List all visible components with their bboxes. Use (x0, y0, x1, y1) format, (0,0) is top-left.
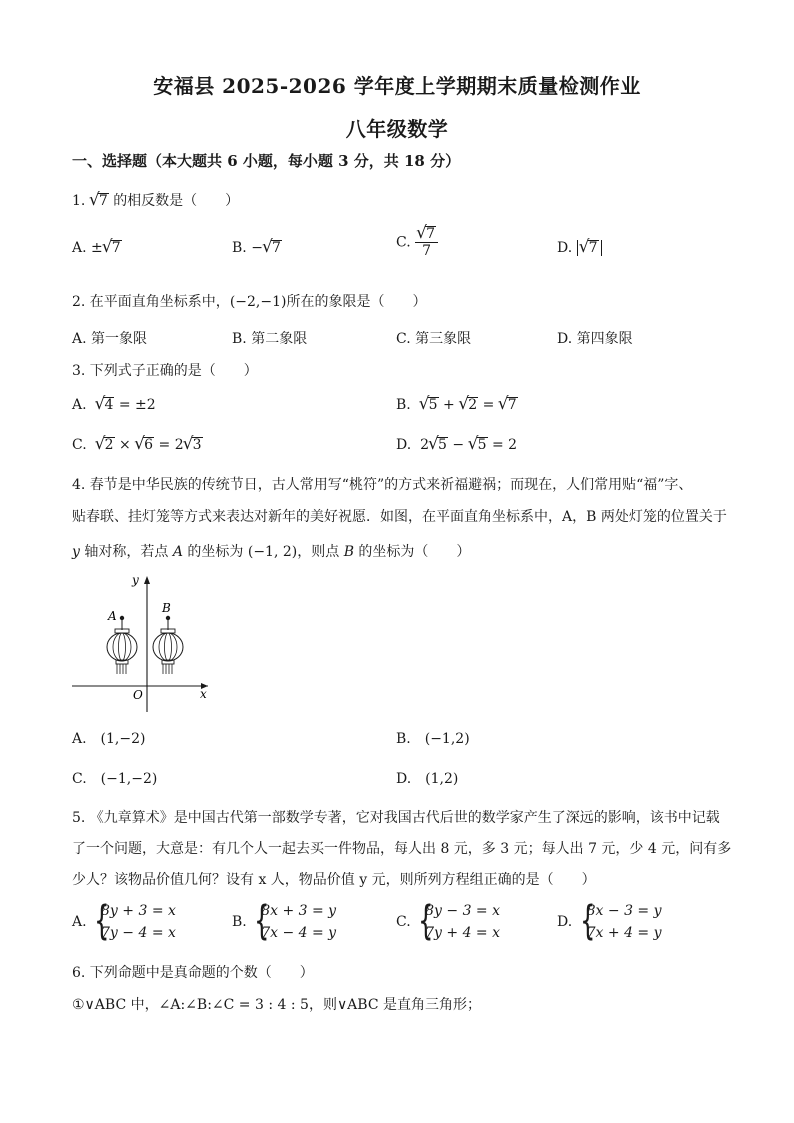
point-coordinate: (−2,−1) (229, 294, 287, 310)
y-axis-label: y (132, 573, 139, 587)
lantern-coordinate-figure (70, 568, 220, 718)
equation-system: { 8y − 3 = x 7y + 4 = x (418, 898, 501, 944)
section-heading: 一、选择题（本大题共 6 小题，每小题 3 分，共 18 分） (72, 152, 461, 170)
q5-option-c[interactable]: C. { 8y − 3 = x 7y + 4 = x (396, 898, 501, 944)
x-axis-label: x (200, 687, 207, 701)
q2-option-c[interactable]: C. 第三象限 (396, 331, 472, 347)
question-4-line-1: 4. 春节是中华民族的传统节日，古人常用写“桃符”的方式来祈福避祸；而现在，人们常用贴“福”字、 (72, 477, 693, 493)
q3-option-b[interactable]: B. √ 5 + √ 2 = √ 7 (396, 394, 517, 414)
equation-system: { 8y + 3 = x 7y − 4 = x (94, 898, 176, 944)
page-subtitle: 八年级数学 (345, 117, 449, 141)
equation-system: { 8x + 3 = y 7x − 4 = y (254, 898, 337, 944)
question-text: 的相反数是（ ） (113, 193, 240, 209)
question-number: 1. (72, 193, 86, 209)
q2-option-d[interactable]: D. 第四象限 (557, 331, 633, 347)
question-6-item-1: ①∨ABC 中，∠A:∠B:∠C = 3 : 4 : 5，则∨ABC 是直角三角形； (72, 997, 482, 1013)
point-b-label: B (162, 601, 171, 615)
question-5-line-2: 了一个问题，大意是：有几个人一起去买一件物品，每人出 8 元，多 3 元；每人出 7 元，少 4 元，问有多 (72, 841, 732, 857)
q3-option-d[interactable]: D. 2 √ 5 − √ 5 = 2 (396, 434, 518, 454)
origin-label: O (133, 688, 143, 702)
q1-option-c[interactable]: C. √ 7 7 (396, 226, 438, 259)
question-1 (72, 190, 239, 210)
fraction: √ 7 7 (415, 226, 438, 259)
question-3: 3. 下列式子正确的是（ ） (72, 363, 258, 379)
q5-option-d[interactable]: D. { 8x − 3 = y 7x + 4 = y (557, 898, 662, 944)
lantern-a-icon (107, 616, 137, 674)
question-4-line-2: 贴春联、挂灯笼等方式来表达对新年的美好祝愿．如图，在平面直角坐标系中，A，B 两处灯笼的位置关于 (72, 509, 727, 525)
point-a-label: A (108, 609, 117, 623)
q4-option-a[interactable]: A. (1,−2) (72, 731, 146, 747)
question-4-line-3: y 轴对称，若点 A 的坐标为 (−1, 2)，则点 B 的坐标为（ ） (72, 544, 471, 560)
equation-system: { 8x − 3 = y 7x + 4 = y (579, 898, 662, 944)
q1-option-d[interactable]: D. √ 7 (557, 240, 602, 256)
q5-option-a[interactable]: A. { 8y + 3 = x 7y − 4 = x (72, 898, 176, 944)
sqrt-expression: √ 7 (88, 190, 108, 210)
q2-option-a[interactable]: A. 第一象限 (72, 331, 148, 347)
q5-option-b[interactable]: B. { 8x + 3 = y 7x − 4 = y (232, 898, 337, 944)
q1-option-b[interactable]: B. − √ 7 (232, 237, 281, 257)
q2-option-b[interactable]: B. 第二象限 (232, 331, 308, 347)
q4-option-c[interactable]: C. (−1,−2) (72, 771, 158, 787)
question-2: 2. 在平面直角坐标系中，(−2,−1)所在的象限是（ ） (72, 294, 427, 310)
q1-option-a[interactable]: A. ± √ 7 (72, 237, 121, 257)
absolute-value: √ 7 (577, 240, 602, 256)
question-6: 6. 下列命题中是真命题的个数（ ） (72, 965, 314, 981)
question-5-line-1: 5. 《九章算术》是中国古代第一部数学专著，它对我国古代后世的数学家产生了深远的影响，该书中记载 (72, 810, 720, 826)
q3-option-a[interactable]: A. √ 4 = ±2 (72, 394, 156, 414)
page-title: 安福县 2025-2026 学年度上学期期末质量检测作业 (153, 74, 641, 98)
lantern-b-icon (153, 616, 183, 674)
y-axis-arrow-icon (144, 576, 150, 584)
q4-option-b[interactable]: B. (−1,2) (396, 731, 470, 747)
q3-option-c[interactable]: C. √ 2 × √ 6 = 2 √ 3 (72, 434, 202, 454)
q4-option-d[interactable]: D. (1,2) (396, 771, 459, 787)
question-5-line-3: 少人？该物品价值几何？设有 x 人，物品价值 y 元，则所列方程组正确的是（ ） (72, 872, 596, 888)
